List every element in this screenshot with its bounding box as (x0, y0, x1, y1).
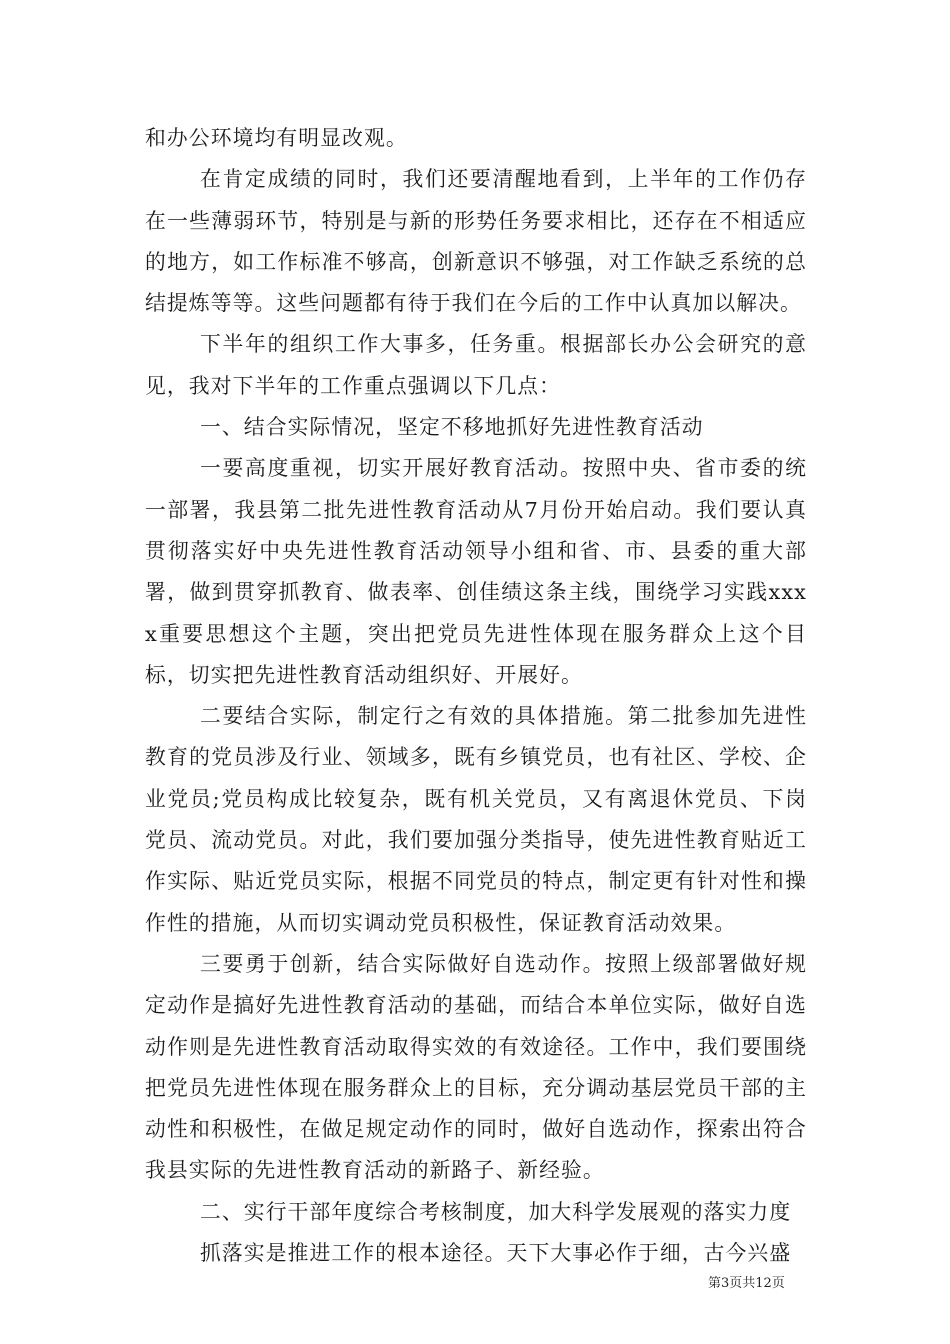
paragraph-implementation: 抓落实是推进工作的根本途径。天下大事必作于细，古今兴盛 (200, 1241, 792, 1266)
section-heading-1: 一、结合实际情况，坚定不移地抓好先进性教育活动 (200, 415, 704, 440)
paragraph-shortcomings: 在肯定成绩的同时，我们还要清醒地看到，上半年的工作仍存在一些薄弱环节，特别是与新的形势任务要求相比，还存在不相适应的地方，如工作标准不够高，创新意识不够强，对工作缺乏系统的总结提炼等等。这些问题都有待于我们在今后的工作中认真加以解决。 (145, 167, 807, 316)
section-heading-2: 二、实行干部年度综合考核制度，加大科学发展观的落实力度 (200, 1199, 792, 1224)
paragraph-point-2: 二要结合实际，制定行之有效的具体措施。第二批参加先进性教育的党员涉及行业、领域多，既有乡镇党员，也有社区、学校、企业党员;党员构成比较复杂，既有机关党员，又有离退休党员、下岗党员、流动党员。对此，我们要加强分类指导，使先进性教育贴近工作实际、贴近党员实际，根据不同党员的特点，制定更有针对性和操作性的措施，从而切实调动党员积极性，保证教育活动效果。 (145, 704, 807, 935)
paragraph-point-1: 一要高度重视，切实开展好教育活动。按照中央、省市委的统一部署，我县第二批先进性教育活动从7月份开始启动。我们要认真贯彻落实好中央先进性教育活动领导小组和省、市、县委的重大部署，做到贯穿抓教育、做表率、创佳绩这条主线，围绕学习实践xxxx重要思想这个主题，突出把党员先进性体现在服务群众上这个目标，切实把先进性教育活动组织好、开展好。 (145, 456, 807, 687)
paragraph-point-3: 三要勇于创新，结合实际做好自选动作。按照上级部署做好规定动作是搞好先进性教育活动的基础，而结合本单位实际，做好自选动作则是先进性教育活动取得实效的有效途径。工作中，我们要围绕把党员先进性体现在服务群众上的目标，充分调动基层党员干部的主动性和积极性，在做足规定动作的同时，做好自选动作，探索出符合我县实际的先进性教育活动的新路子、新经验。 (145, 951, 807, 1183)
paragraph-second-half-intro: 下半年的组织工作大事多，任务重。根据部长办公会研究的意见，我对下半年的工作重点强调以下几点： (145, 332, 807, 398)
page-number-footer: 第3页共12页 (708, 1276, 785, 1291)
document-body (145, 118, 807, 1274)
paragraph-continuation: 和办公环境均有明显改观。 (145, 126, 408, 150)
